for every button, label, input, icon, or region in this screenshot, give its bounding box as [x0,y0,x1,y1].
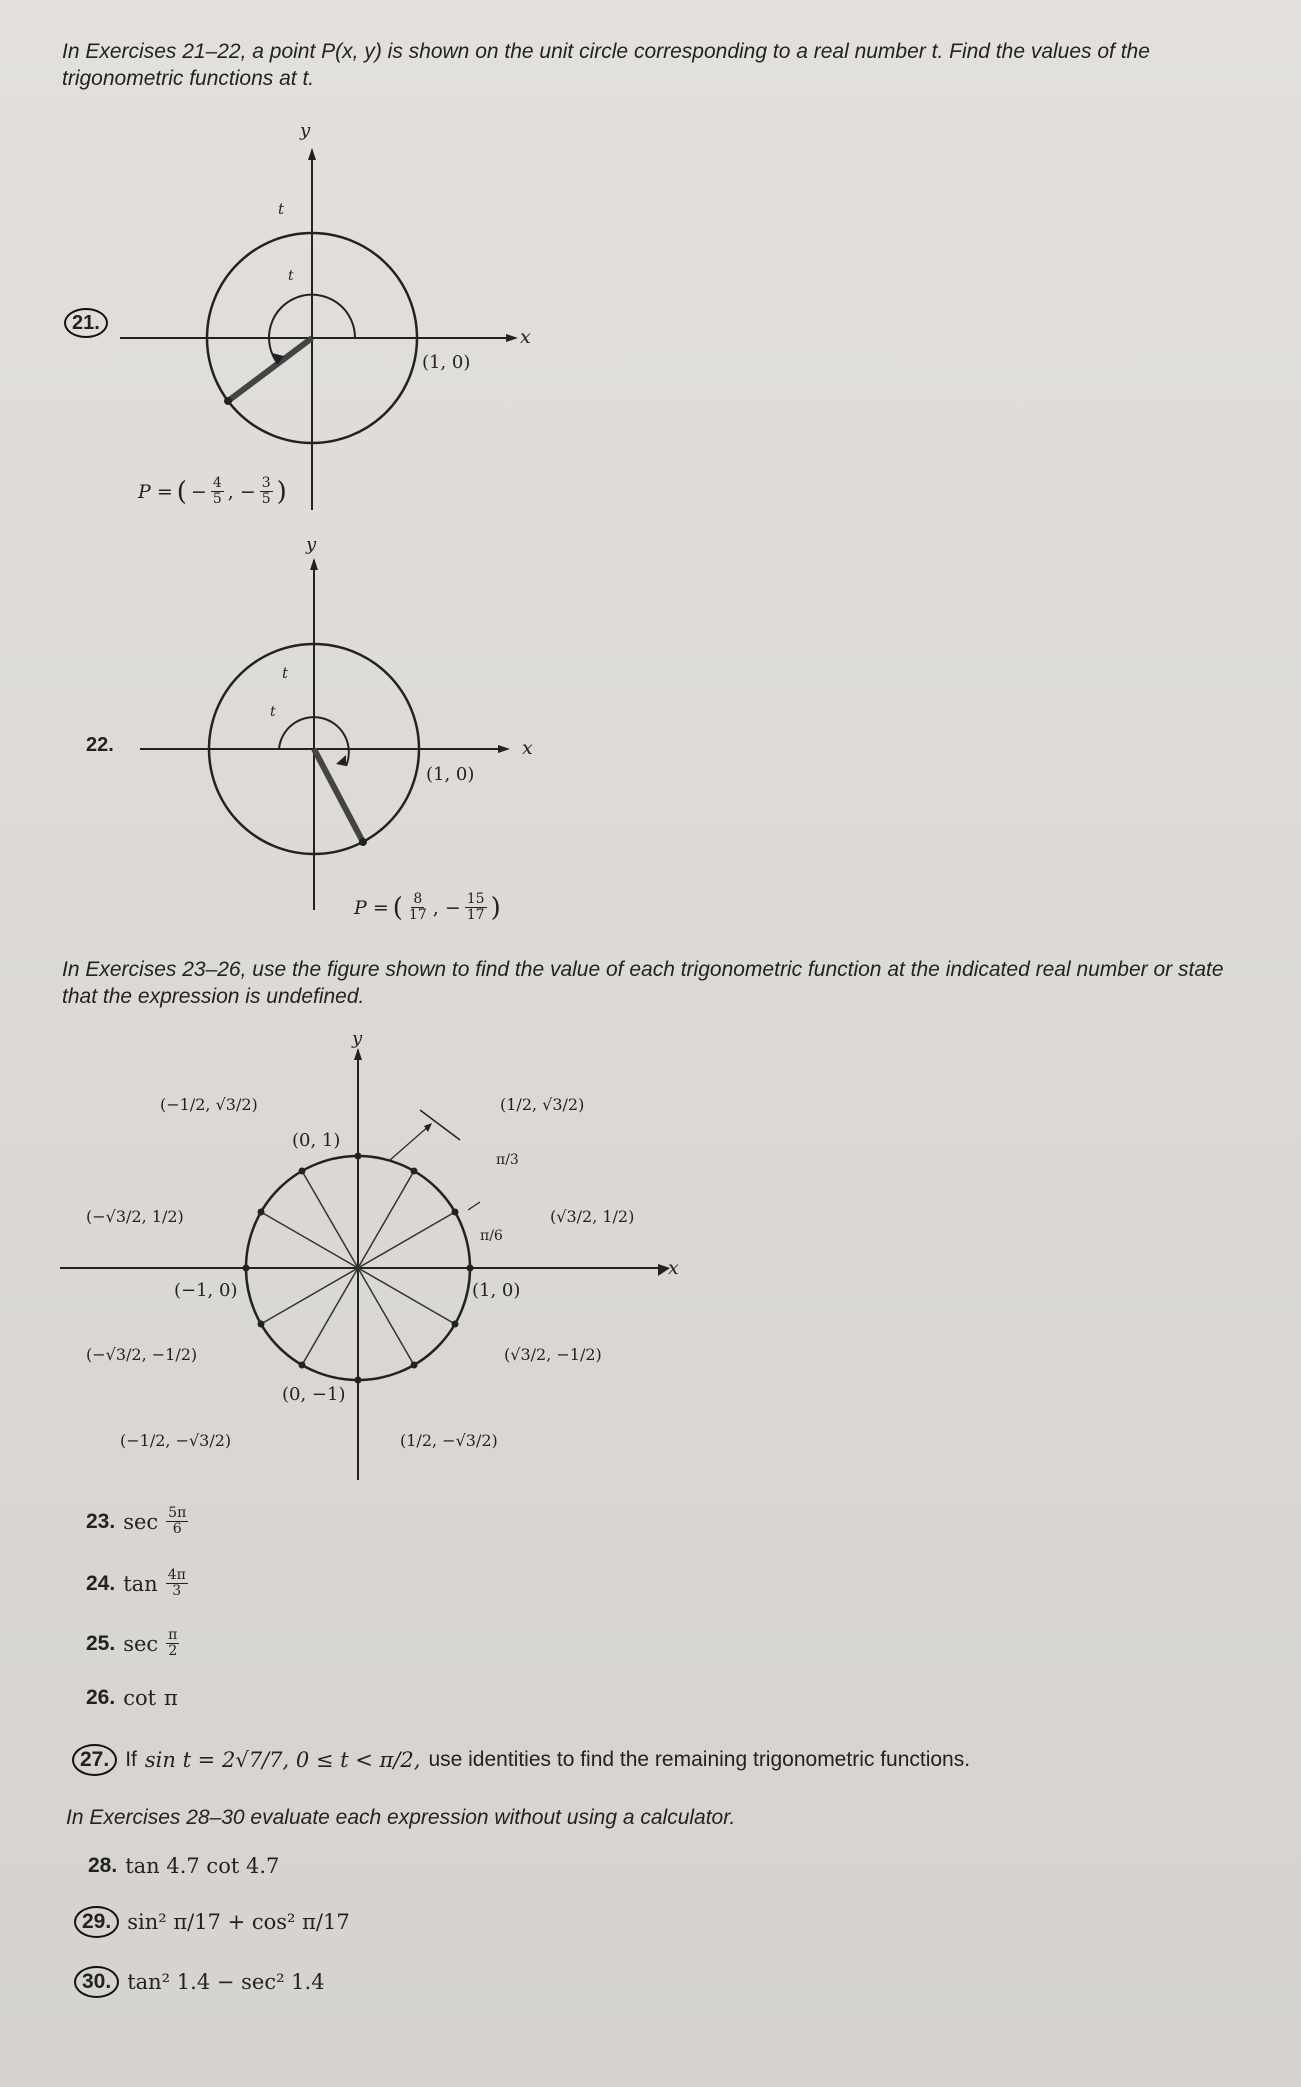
uc-q4-a: (√3/2, −1/2) [504,1345,602,1364]
instructions-23-26: In Exercises 23–26, use the figure shown to find the value of each trigonometric function at the indicated real number or state that the expression is undefined. [62,958,1224,1008]
fig21-y-label: y [300,120,311,141]
uc-q3-a: (−√3/2, −1/2) [86,1345,198,1364]
fig22-point-1-0: (1, 0) [426,764,475,785]
exercise-26: 26. cot π [86,1686,178,1710]
figure-21 [60,110,580,530]
fig22-y-label: y [306,540,317,555]
fig22-point-P: P = ( $\frac{8}{17}$ , − $\frac{15}{17}$ ) [354,891,501,923]
instructions-28-30: In Exercises 28–30 evaluate each expression without using a calculator. [66,1806,736,1829]
exercise-27: 27. If sin t = 2√7/7, 0 ≤ t < π/2, use identities to find the remaining trigonometric functions. [80,1744,970,1776]
exercise-24: 24. tan $\frac{4\pi}{3}$ [86,1567,186,1599]
uc-y-label: y [352,1030,363,1049]
uc-q1-a: (1/2, √3/2) [500,1095,585,1114]
fig21-point-1-0: (1, 0) [422,352,471,373]
exercise-28: 28. tan 4.7 cot 4.7 [88,1854,280,1878]
fig21-t-inner: t [288,268,294,284]
uc-q4-b: (1/2, −√3/2) [400,1431,498,1450]
uc-q2-b: (−√3/2, 1/2) [86,1207,184,1226]
exercise-30: 30. tan² 1.4 − sec² 1.4 [82,1966,325,1998]
exercise-23: 23. sec $\frac{5\pi}{6}$ [86,1505,187,1537]
uc-q3-b: (−1/2, −√3/2) [120,1431,232,1450]
uc-point-0-1: (0, 1) [292,1130,341,1151]
fig22-x-label: x [522,737,533,759]
fig21-x-label: x [520,326,531,348]
uc-angle-pi3: π/3 [496,1152,519,1168]
exercise-25: 25. sec $\frac{\pi}{2}$ [86,1627,178,1659]
exercise-29: 29. sin² π/17 + cos² π/17 [82,1906,350,1938]
figure-22 [60,540,580,940]
unit-circle-figure [60,1030,720,1490]
fig21-t-outer: t [278,200,285,218]
fig21-number: 21. [72,312,108,335]
uc-angle-pi6: π/6 [480,1228,503,1244]
fig22-number: 22. [86,734,114,756]
uc-q2-a: (−1/2, √3/2) [160,1095,258,1114]
uc-point-1-0: (1, 0) [472,1280,521,1301]
uc-point-m1-0: (−1, 0) [174,1280,238,1301]
instructions-21-22: In Exercises 21–22, a point P(x, y) is shown on the unit circle corresponding to a real number t. Find the values of the trigonometric functions at t. [62,40,1150,90]
fig22-t-outer: t [282,664,289,682]
uc-q1-b: (√3/2, 1/2) [550,1207,635,1226]
uc-point-0-m1: (0, −1) [282,1384,346,1405]
fig21-point-P: P = ( − $\frac{4}{5}$ , − $\frac{3}{5}$ ) [138,475,287,507]
fig22-t-inner: t [270,704,276,720]
uc-x-label: x [668,1257,679,1279]
